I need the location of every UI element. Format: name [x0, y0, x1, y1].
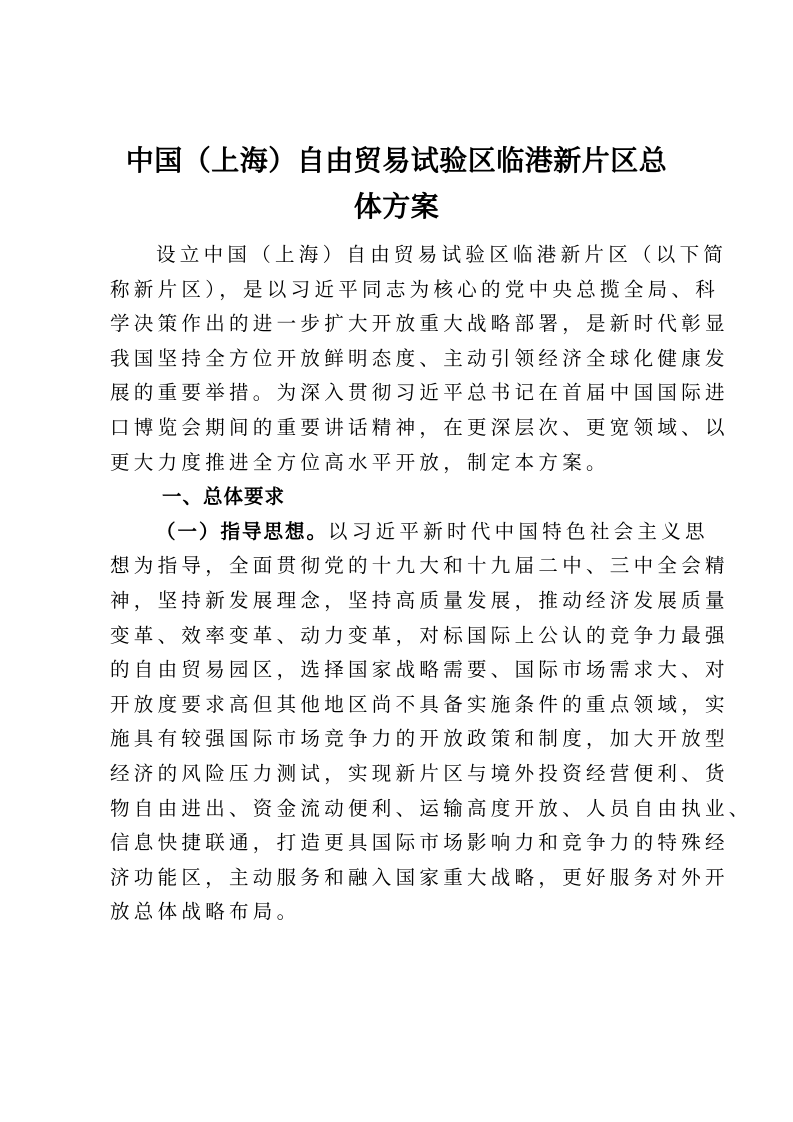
paragraph-line [110, 515, 709, 550]
title-line: 中国（上海）自由贸易试验区临港新片区总 [125, 144, 668, 177]
intro-paragraph [110, 238, 729, 480]
paragraph-text: 以习近平新时代中国特色社会主义思 [328, 519, 709, 543]
document-title [110, 138, 683, 230]
section-heading: 一、总体要求 [162, 485, 286, 509]
paragraph-line: 变革、效率变革、动力变革，对标国际上公认的竞争力最强 [110, 623, 729, 647]
paragraph-line: 济功能区，主动服务和融入国家重大战略，更好服务对外开 [110, 865, 729, 889]
paragraph-line: 放总体战略布局。 [110, 900, 301, 924]
paragraph-line: 神，坚持新发展理念，坚持高质量发展，推动经济发展质量 [110, 588, 729, 612]
paragraph-line: 的自由贸易园区，选择国家战略需要、国际市场需求大、对 [110, 658, 729, 682]
paragraph-line: 施具有较强国际市场竞争力的开放政策和制度，加大开放型 [110, 727, 729, 751]
paragraph-line: 信息快捷联通，打造更具国际市场影响力和竞争力的特殊经 [110, 831, 729, 855]
paragraph-line: 我国坚持全方位开放鲜明态度、主动引领经济全球化健康发 [110, 346, 729, 370]
paragraph-line: 称新片区），是以习近平同志为核心的党中央总揽全局、科 [110, 277, 720, 301]
subsection-lead: （一）指导思想。 [156, 519, 329, 543]
paragraph-line: 展的重要举措。为深入贯彻习近平总书记在首届中国国际进 [110, 381, 729, 405]
document-body [110, 238, 753, 930]
paragraph-line: 设立中国（上海）自由贸易试验区临港新片区（以下简 [156, 243, 728, 266]
title-line: 体方案 [353, 190, 440, 223]
paragraph-line: 开放度要求高但其他地区尚不具备实施条件的重点领域，实 [110, 692, 729, 716]
paragraph-line: 学决策作出的进一步扩大开放重大战略部署，是新时代彰显 [110, 312, 729, 336]
guiding-ideology-paragraph [110, 515, 753, 930]
paragraph-line: 想为指导，全面贯彻党的十九大和十九届二中、三中全会精 [110, 554, 729, 578]
paragraph-line: 经济的风险压力测试，实现新片区与境外投资经营便利、货 [110, 761, 729, 785]
paragraph-line: 口博览会期间的重要讲话精神，在更深层次、更宽领域、以 [110, 415, 729, 439]
paragraph-line: 更大力度推进全方位高水平开放，制定本方案。 [110, 450, 610, 474]
paragraph-line: 物自由进出、资金流动便利、运输高度开放、人员自由执业、 [110, 796, 753, 820]
